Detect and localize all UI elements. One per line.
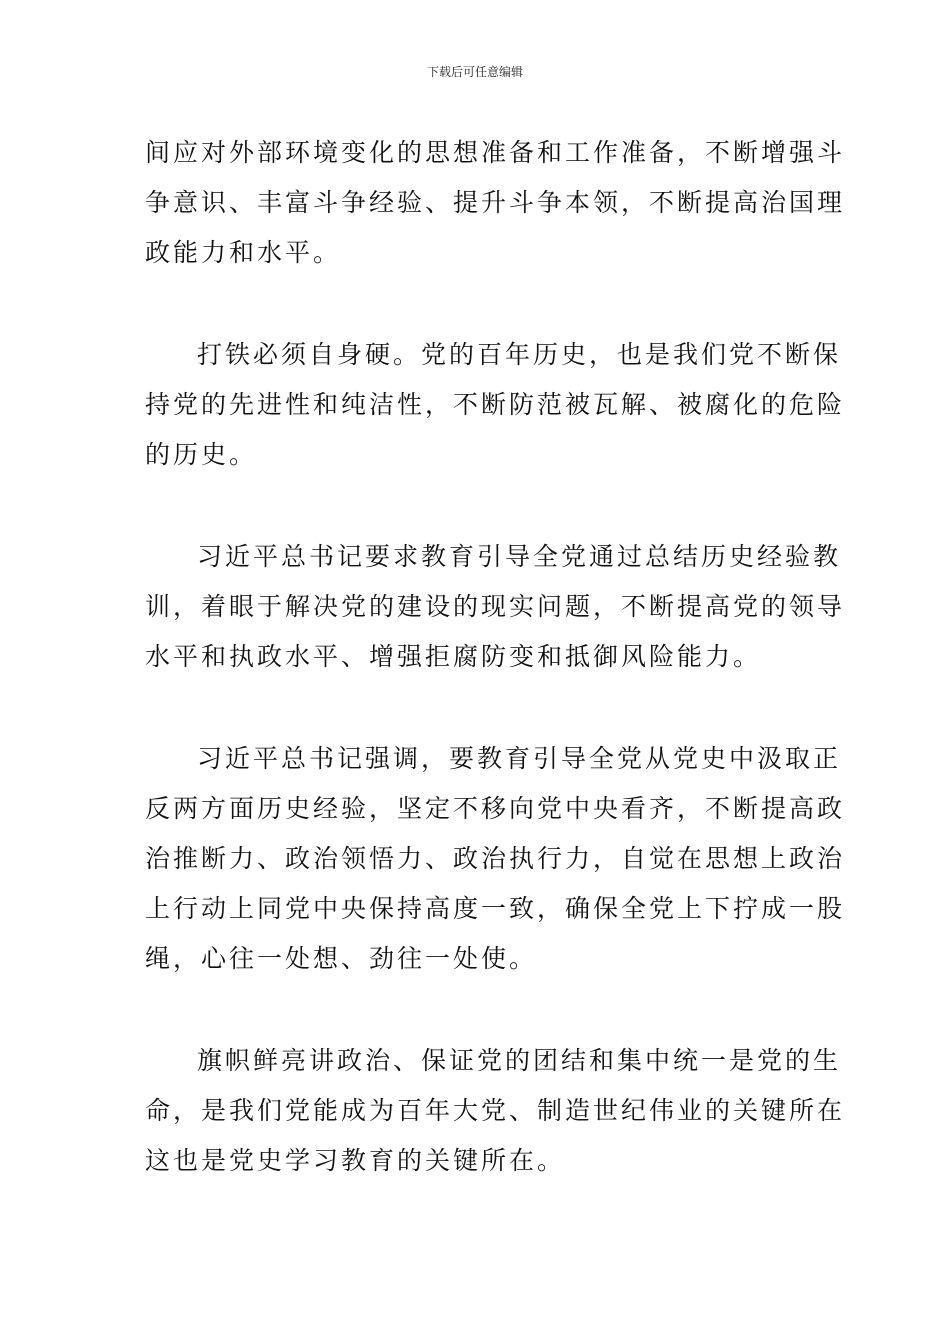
paragraph-line: 政能力和水平。 <box>145 238 342 267</box>
paragraph-line: 习近平总书记强调，要教育引导全党从党史中汲取正 <box>197 744 842 773</box>
paragraph-line: 持党的先进性和纯洁性，不断防范被瓦解、被腐化的危险 <box>145 390 846 419</box>
paragraph-line: 习近平总书记要求教育引导全党通过总结历史经验教 <box>197 542 842 571</box>
document-body <box>145 128 846 1238</box>
paragraph-line: 这也是党史学习教育的关键所在。 <box>145 1146 566 1175</box>
paragraph-2 <box>145 330 846 480</box>
paragraph-line: 争意识、丰富斗争经验、提升斗争本领，不断提高治国理 <box>145 188 846 217</box>
paragraph-line: 打铁必须自身硬。党的百年历史，也是我们党不断保 <box>197 340 842 369</box>
paragraph-line: 上行动上同党中央保持高度一致，确保全党上下拧成一股 <box>145 894 846 923</box>
paragraph-line: 旗帜鲜亮讲政治、保证党的团结和集中统一是党的生 <box>197 1046 842 1075</box>
paragraph-line: 治推断力、政治领悟力、政治执行力，自觉在思想上政治 <box>145 844 846 873</box>
paragraph-4 <box>145 734 846 984</box>
page-header-note: 下载后可任意编辑 <box>426 65 523 79</box>
paragraph-1 <box>145 128 846 278</box>
paragraph-3 <box>145 532 846 682</box>
paragraph-line: 命，是我们党能成为百年大党、制造世纪伟业的关键所在 <box>145 1096 846 1125</box>
paragraph-line: 绳，心往一处想、劲往一处使。 <box>145 944 538 973</box>
paragraph-line: 反两方面历史经验，坚定不移向党中央看齐，不断提高政 <box>145 794 846 823</box>
paragraph-line: 水平和执政水平、增强拒腐防变和抵御风险能力。 <box>145 642 762 671</box>
paragraph-line: 间应对外部环境变化的思想准备和工作准备，不断增强斗 <box>145 138 846 167</box>
paragraph-5 <box>145 1036 846 1186</box>
paragraph-line: 的历史。 <box>145 440 258 469</box>
paragraph-line: 训，着眼于解决党的建设的现实问题，不断提高党的领导 <box>145 592 846 621</box>
